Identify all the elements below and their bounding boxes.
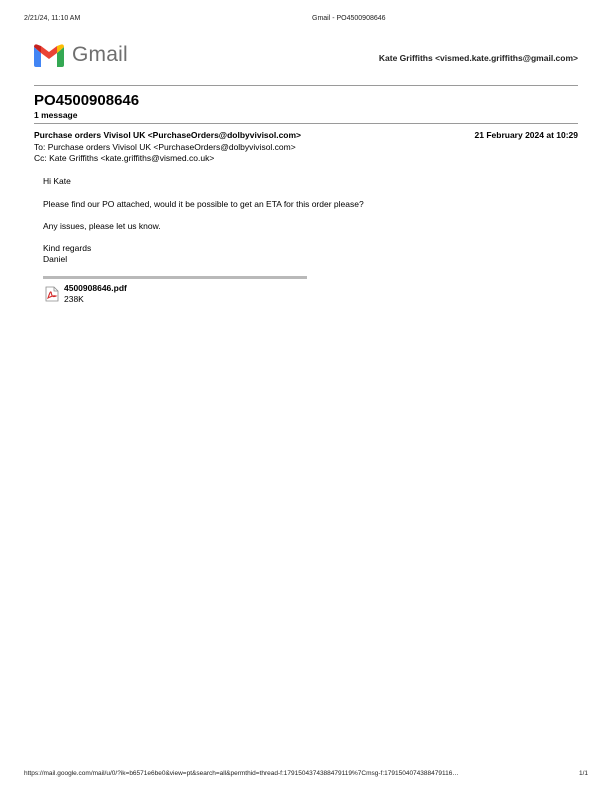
gmail-m-icon <box>34 44 64 67</box>
body-request: Please find our PO attached, would it be possible to get an ETA for this order please? <box>43 199 364 209</box>
attachment-size: 238K <box>64 294 84 304</box>
attachment-divider <box>43 276 307 279</box>
body-greeting: Hi Kate <box>43 176 71 186</box>
message-cc: Cc: Kate Griffiths <kate.griffiths@vismed.co.uk> <box>34 153 215 163</box>
print-footer-url: https://mail.google.com/mail/u/0/?ik=b6571e6be0&view=pt&search=all&permthid=thread-f:1791504374388479119%7Cmsg-f:1791504074388479116… <box>24 770 459 777</box>
attachment-filename[interactable]: 4500908646.pdf <box>64 283 127 293</box>
message-count: 1 message <box>34 110 78 120</box>
message-from: Purchase orders Vivisol UK <PurchaseOrders@dolbyvivisol.com> <box>34 130 302 140</box>
print-header-title: Gmail - PO4500908646 <box>312 15 386 22</box>
print-header-date: 2/21/24, 11:10 AM <box>24 15 81 22</box>
body-signature: Daniel <box>43 254 68 264</box>
subject-divider <box>34 123 578 124</box>
header-divider <box>34 85 578 86</box>
message-to: To: Purchase orders Vivisol UK <PurchaseOrders@dolbyvivisol.com> <box>34 142 296 152</box>
body-signoff: Kind regards <box>43 243 92 253</box>
body-issues: Any issues, please let us know. <box>43 221 161 231</box>
gmail-logo <box>34 43 128 67</box>
message-date: 21 February 2024 at 10:29 <box>474 130 578 140</box>
account-label: Kate Griffiths <vismed.kate.griffiths@gmail.com> <box>378 53 578 63</box>
pdf-file-icon[interactable] <box>45 286 59 307</box>
gmail-wordmark: Gmail <box>72 43 128 66</box>
thread-subject: PO4500908646 <box>34 92 140 109</box>
print-footer-page: 1/1 <box>578 770 588 777</box>
